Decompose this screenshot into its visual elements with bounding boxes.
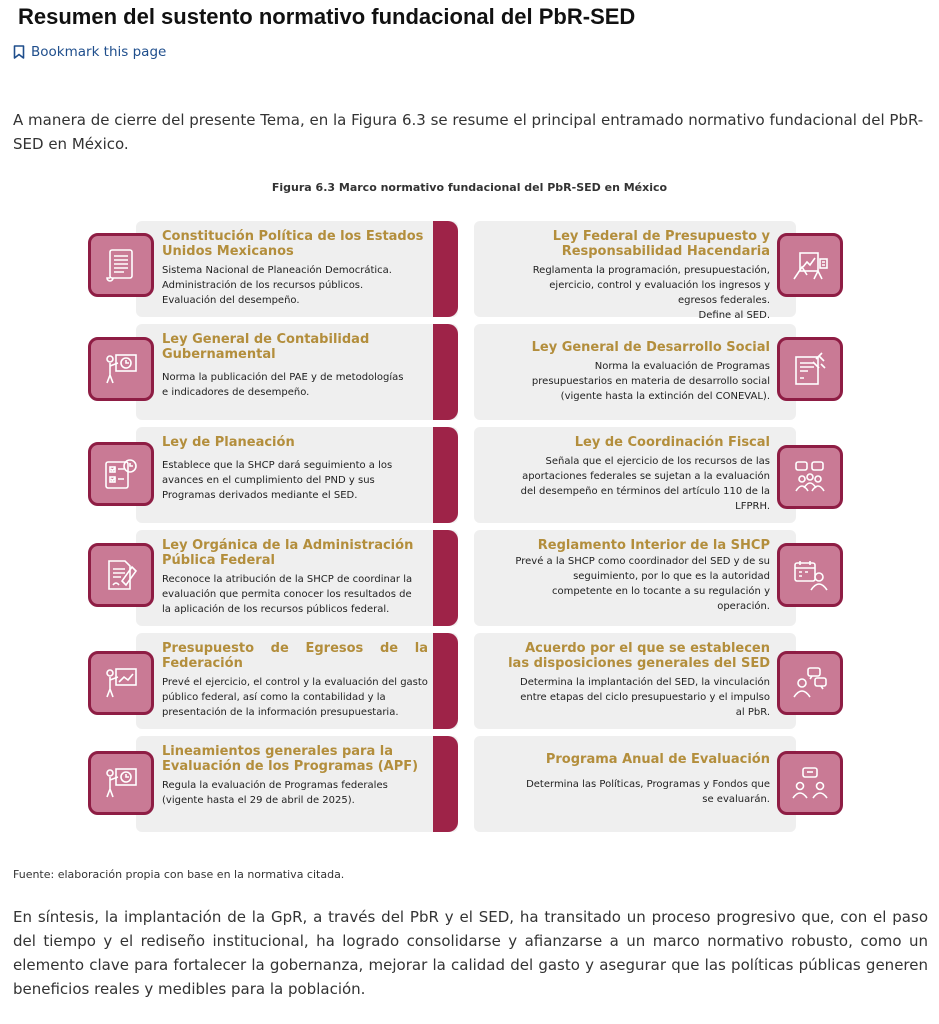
card-title: Constitución Política de los Estados Unidos Mexicanos <box>162 229 424 259</box>
group-discussion-icon <box>790 457 830 497</box>
checklist-clipboard-clock-icon <box>101 454 141 494</box>
icon-box <box>88 233 154 297</box>
planning-chart-icon <box>790 245 830 285</box>
intro-paragraph: A manera de cierre del presente Tema, en la Figura 6.3 se resume el principal entramado normativo fundacional del PbR-SED en México. <box>13 111 924 153</box>
card-title: Presupuesto de Egresos de la Federación <box>162 641 428 671</box>
card-description: Determina las Políticas, Programas y Fondos que se evaluarán. <box>526 779 770 805</box>
accent-band <box>433 633 458 729</box>
card-title: Lineamientos generales para la Evaluación de los Programas (APF) <box>162 744 419 774</box>
card-description: Prevé a la SHCP como coordinador del SED y de su seguimiento, por lo que es la autoridad competente en lo tocante a su regulación y operación. <box>515 556 770 612</box>
two-people-chat-icon <box>790 763 830 803</box>
accent-band <box>433 736 458 832</box>
card-description: Prevé el ejercicio, el control y la evaluación del gasto público federal, así como la contabilidad y la presentación de la información presupuestaria. <box>162 677 428 718</box>
accent-band <box>433 427 458 523</box>
document-pen-icon <box>101 555 141 595</box>
card-title: Reglamento Interior de la SHCP <box>537 538 770 553</box>
page-title: Resumen del sustento normativo fundacional del PbR-SED <box>18 4 636 29</box>
icon-box <box>88 651 154 715</box>
card-title: Ley de Coordinación Fiscal <box>574 435 770 450</box>
accent-band <box>433 530 458 626</box>
bookmark-link[interactable] <box>13 44 166 60</box>
icon-box <box>777 651 843 715</box>
card-description: Reglamenta la programación, presupuestación, ejercicio, control y evaluación los ingresos y egresos federales. Define al SED. <box>532 265 770 321</box>
presenter-board-clock-icon <box>101 349 141 389</box>
card-right-2 <box>474 324 796 420</box>
presenter-board-clock-icon <box>101 763 141 803</box>
accent-band <box>433 221 458 317</box>
person-speech-bubbles-icon <box>790 663 830 703</box>
card-right-1 <box>474 221 796 321</box>
card-description: Determina la implantación del SED, la vinculación entre etapas del ciclo presupuestario y el impulso al PbR. <box>520 677 770 718</box>
card-left-6 <box>136 736 458 832</box>
icon-box <box>777 751 843 815</box>
card-left-1 <box>136 221 458 317</box>
scroll-document-icon <box>101 245 141 285</box>
icon-box <box>777 233 843 297</box>
card-description: Reconoce la atribución de la SHCP de coordinar la evaluación que permita conocer los resultados de la aplicación de los recursos públicos federal. <box>162 574 413 615</box>
figure-caption: Figura 6.3 Marco normativo fundacional del PbR-SED en México <box>271 181 668 194</box>
icon-box <box>777 445 843 509</box>
card-title: Ley Orgánica de la Administración Pública Federal <box>162 538 414 568</box>
card-description: Señala que el ejercicio de los recursos de las aportaciones federales se sujetan a la evaluación del desempeño en términos del artículo 110 de la LFPRH. <box>520 456 770 512</box>
card-left-2 <box>136 324 458 420</box>
card-description: Sistema Nacional de Planeación Democrática. Administración de los recursos públicos. Evaluación del desempeño. <box>162 265 392 306</box>
card-title: Acuerdo por el que se establecen las disposiciones generales del SED <box>508 641 770 671</box>
presenter-growth-chart-icon <box>101 663 141 703</box>
icon-box <box>777 337 843 401</box>
card-right-5 <box>474 633 796 729</box>
card-left-4 <box>136 530 458 626</box>
accent-band <box>433 324 458 420</box>
card-left-5 <box>136 633 458 729</box>
icon-box <box>88 543 154 607</box>
card-description: Norma la publicación del PAE y de metodologías e indicadores de desempeño. <box>162 372 404 398</box>
figure-source: Fuente: elaboración propia con base en la normativa citada. <box>13 868 345 881</box>
summary-paragraph: En síntesis, la implantación de la GpR, a través del PbR y el SED, ha transitado un proceso progresivo que, con el paso del tiempo y el rediseño institucional, ha logrado consolidarse y afianzarse a un marco normativo robusto, como un elemento clave para fortalecer la gobernanza, mejorar la calidad del gasto y asegurar que las políticas públicas generen beneficios reales y medibles para la población. <box>13 908 928 998</box>
icon-box <box>777 543 843 607</box>
icon-box <box>88 751 154 815</box>
card-right-4 <box>474 530 796 626</box>
card-title: Ley de Planeación <box>162 435 295 450</box>
card-title: Programa Anual de Evaluación <box>545 752 770 767</box>
card-title: Ley Federal de Presupuesto y Responsabilidad Hacendaria <box>552 229 770 259</box>
card-right-6 <box>474 736 796 832</box>
card-description: Establece que la SHCP dará seguimiento a los avances en el cumplimiento del PND y sus Programas derivados mediante el SED. <box>162 460 393 501</box>
card-title: Ley General de Contabilidad Gubernamental <box>162 332 370 362</box>
card-description: Norma la evaluación de Programas presupuestarios en materia de desarrollo social (vigente hasta la extinción del CONEVAL). <box>531 361 770 402</box>
bookmark-icon <box>13 45 25 59</box>
card-left-3 <box>136 427 458 523</box>
calendar-person-icon <box>790 555 830 595</box>
card-right-3 <box>474 427 796 523</box>
icon-box <box>88 337 154 401</box>
icon-box <box>88 442 154 506</box>
card-description: Regula la evaluación de Programas federales (vigente hasta el 29 de abril de 2025). <box>162 780 388 806</box>
card-title: Ley General de Desarrollo Social <box>531 340 770 355</box>
law-document-gavel-icon <box>790 349 830 389</box>
bookmark-label: Bookmark this page <box>31 44 167 60</box>
